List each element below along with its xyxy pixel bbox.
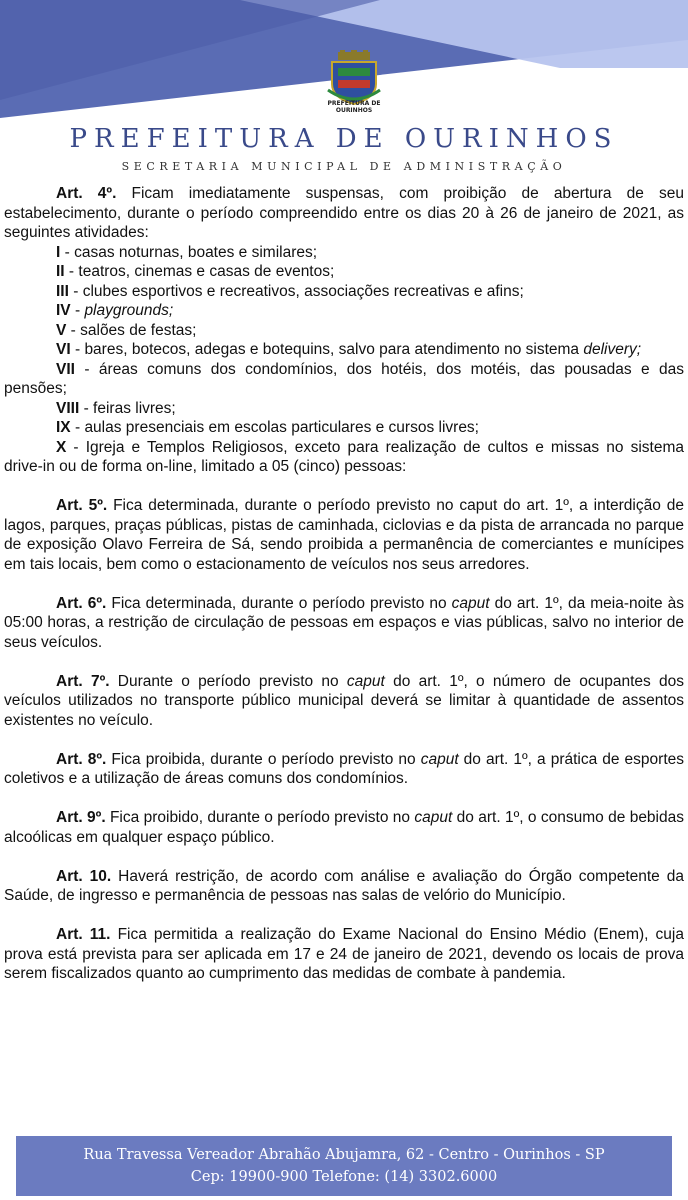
list-item: VI - bares, botecos, adegas e botequins, salvo para atendimento no sistema delivery; — [56, 341, 642, 358]
list-item: II - teatros, cinemas e casas de eventos; — [56, 263, 335, 280]
article-6: Art. 6º. Fica determinada, durante o período previsto no caput do art. 1º, da meia-noite às 05:00 horas, a restrição de circulação de pessoas em espaços e vias públicas, salvo no interior de seus veículos. — [4, 594, 685, 651]
article-9: Art. 9º. Fica proibido, durante o período previsto no caput do art. 1º, o consumo de bebidas alcoólicas em qualquer espaço público. — [4, 809, 684, 846]
list-item: VIII - feiras livres; — [56, 399, 176, 417]
article-11: Art. 11. Fica permitida a realização do Exame Nacional do Ensino Médio (Enem), cuja prova está prevista para ser aplicada em 17 e 24 de janeiro de 2021, devendo os locais de prova serem fiscalizados quanto ao cumprimento das medidas de combate à pandemia. — [4, 926, 684, 982]
list-item: X - Igreja e Templos Religiosos, exceto para realização de cultos e missas no sistema drive-in ou de forma on-line, limitado a 05 (cinco) pessoas: — [4, 438, 684, 475]
footer-contact: Cep: 19900-900 Telefone: (14) 3302.6000 — [190, 1169, 498, 1185]
article-4-intro: Art. 4º. Ficam imediatamente suspensas, com proibição de abertura de seu estabelecimento, durante o período compreendido entre os dias 20 à 26 de janeiro de 2021, as seguintes atividades: — [4, 185, 684, 241]
list-item: III - clubes esportivos e recreativos, associações recreativas e afins; — [56, 282, 524, 300]
list-item: VII - áreas comuns dos condomínios, dos hotéis, dos motéis, das pousadas e das pensões; — [4, 360, 684, 397]
list-item: IV - playgrounds; — [56, 302, 174, 319]
article-10: Art. 10. Haverá restrição, de acordo com análise e avaliação do Órgão competente da Saúde, de ingresso e permanência de pessoas nas salas de velório do Município. — [4, 867, 684, 904]
page-subtitle: SECRETARIA MUNICIPAL DE ADMINISTRAÇÃO — [121, 160, 567, 173]
article-8: Art. 8º. Fica proibida, durante o período previsto no caput do art. 1º, a prática de esportes coletivos e a utilização de áreas comuns dos condomínios. — [4, 750, 684, 787]
logo-caption: PREFEITURA DE OURINHOS — [327, 100, 381, 114]
footer-address: Rua Travessa Vereador Abrahão Abujamra, 62 - Centro - Ourinhos - SP — [83, 1147, 605, 1163]
document-body — [4, 184, 684, 984]
footer — [16, 1136, 672, 1196]
article-5: Art. 5º. Fica determinada, durante o período previsto no caput do art. 1º, a interdição de lagos, parques, praças públicas, pistas de caminhada, ciclovias e da pista de arrancada no parque de exposição Olavo Ferreira de Sá, sendo proibida a permanência de comerciantes e munícipes em tais locais, bem como o estacionamento de veículos nos seus arredores. — [4, 497, 684, 573]
list-item: I - casas noturnas, boates e similares; — [56, 243, 318, 261]
list-item: IX - aulas presenciais em escolas particulares e cursos livres; — [56, 419, 479, 436]
page-title: PREFEITURA DE OURINHOS — [69, 124, 619, 154]
list-item: V - salões de festas; — [56, 321, 197, 339]
article-7: Art. 7º. Durante o período previsto no caput do art. 1º, o número de ocupantes dos veículos utilizados no transporte público municipal deverá se limitar à quantidade de assentos existentes no veículo. — [4, 672, 684, 729]
